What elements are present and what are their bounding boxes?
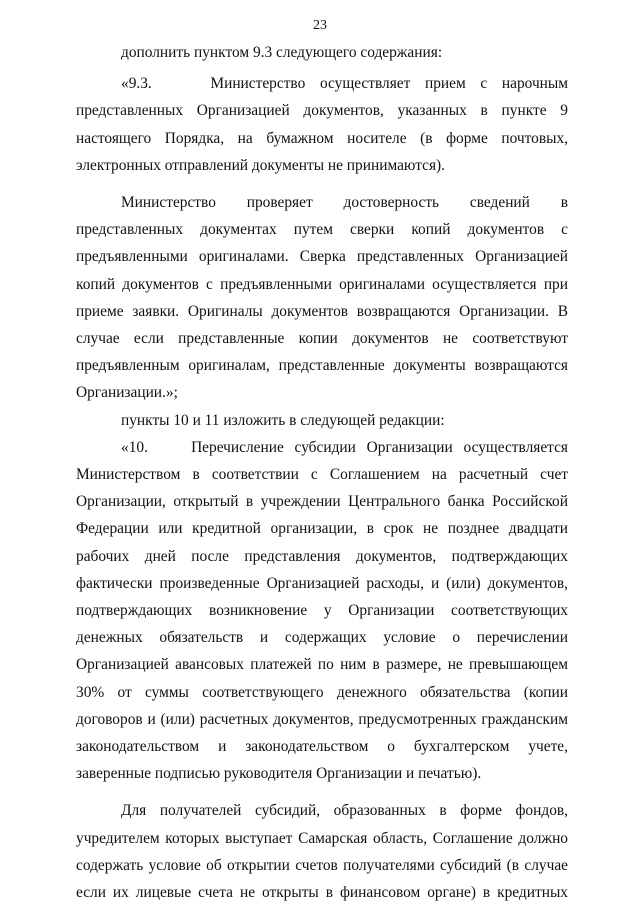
paragraph-amend-10-11-intro: пункты 10 и 11 изложить в следующей редакции: <box>121 411 445 429</box>
document-body <box>76 39 568 906</box>
page-number: 23 <box>313 18 327 33</box>
paragraph-ministry-verification: Министерство проверяет достоверность сведений в представленных документах путем сверки копий документов с предъявленными оригиналами. Сверка представленных Организацией копий документов с предъявленными оригиналами осуществляется при приеме заявки. Оригиналы документов возвращаются Организации. В случае если представленные копии документов не соответствуют предъявленным оригиналам, представленные документы возвращаются Организации.»; <box>76 194 568 402</box>
paragraph-amend-9-3-intro: дополнить пунктом 9.3 следующего содержания: <box>121 44 443 61</box>
paragraph-funds-recipients: Для получателей субсидий, образованных в форме фондов, учредителем которых выступает Самарская область, Соглашение должно содержать условие об открытии счетов получателями субсидий (в случае если их лицевые счета не открыты в финансовом органе) в кредитных <box>76 802 568 902</box>
paragraph-clause-9-3: «9.3. Министерство осуществляет прием с нарочным представленных Организацией документов, указанных в пункте 9 настоящего Порядка, на бумажном носителе (в форме почтовых, электронных отправлений документы не принимаются). <box>76 75 568 174</box>
paragraph-clause-10: «10. Перечисление субсидии Организации осуществляется Министерством в соответствии с Соглашением на расчетный счет Организации, открытый в учреждении Центрального банка Российской Федерации или кредитной организации, в срок не позднее двадцати рабочих дней после представления документов, подтверждающих фактически произведенные Организацией расходы, и (или) документов, подтверждающих возникновение у Организации соответствующих денежных обязательств и содержащих условие о перечислении Организацией авансовых платежей по ним в размере, не превышающем 30% от суммы соответствующего денежного обязательства (копии договоров и (или) расчетных документов, предусмотренных гражданским законодательством и законодательством о бухгалтерском учете, заверенные подписью руководителя Организации и печатью). <box>76 438 568 783</box>
